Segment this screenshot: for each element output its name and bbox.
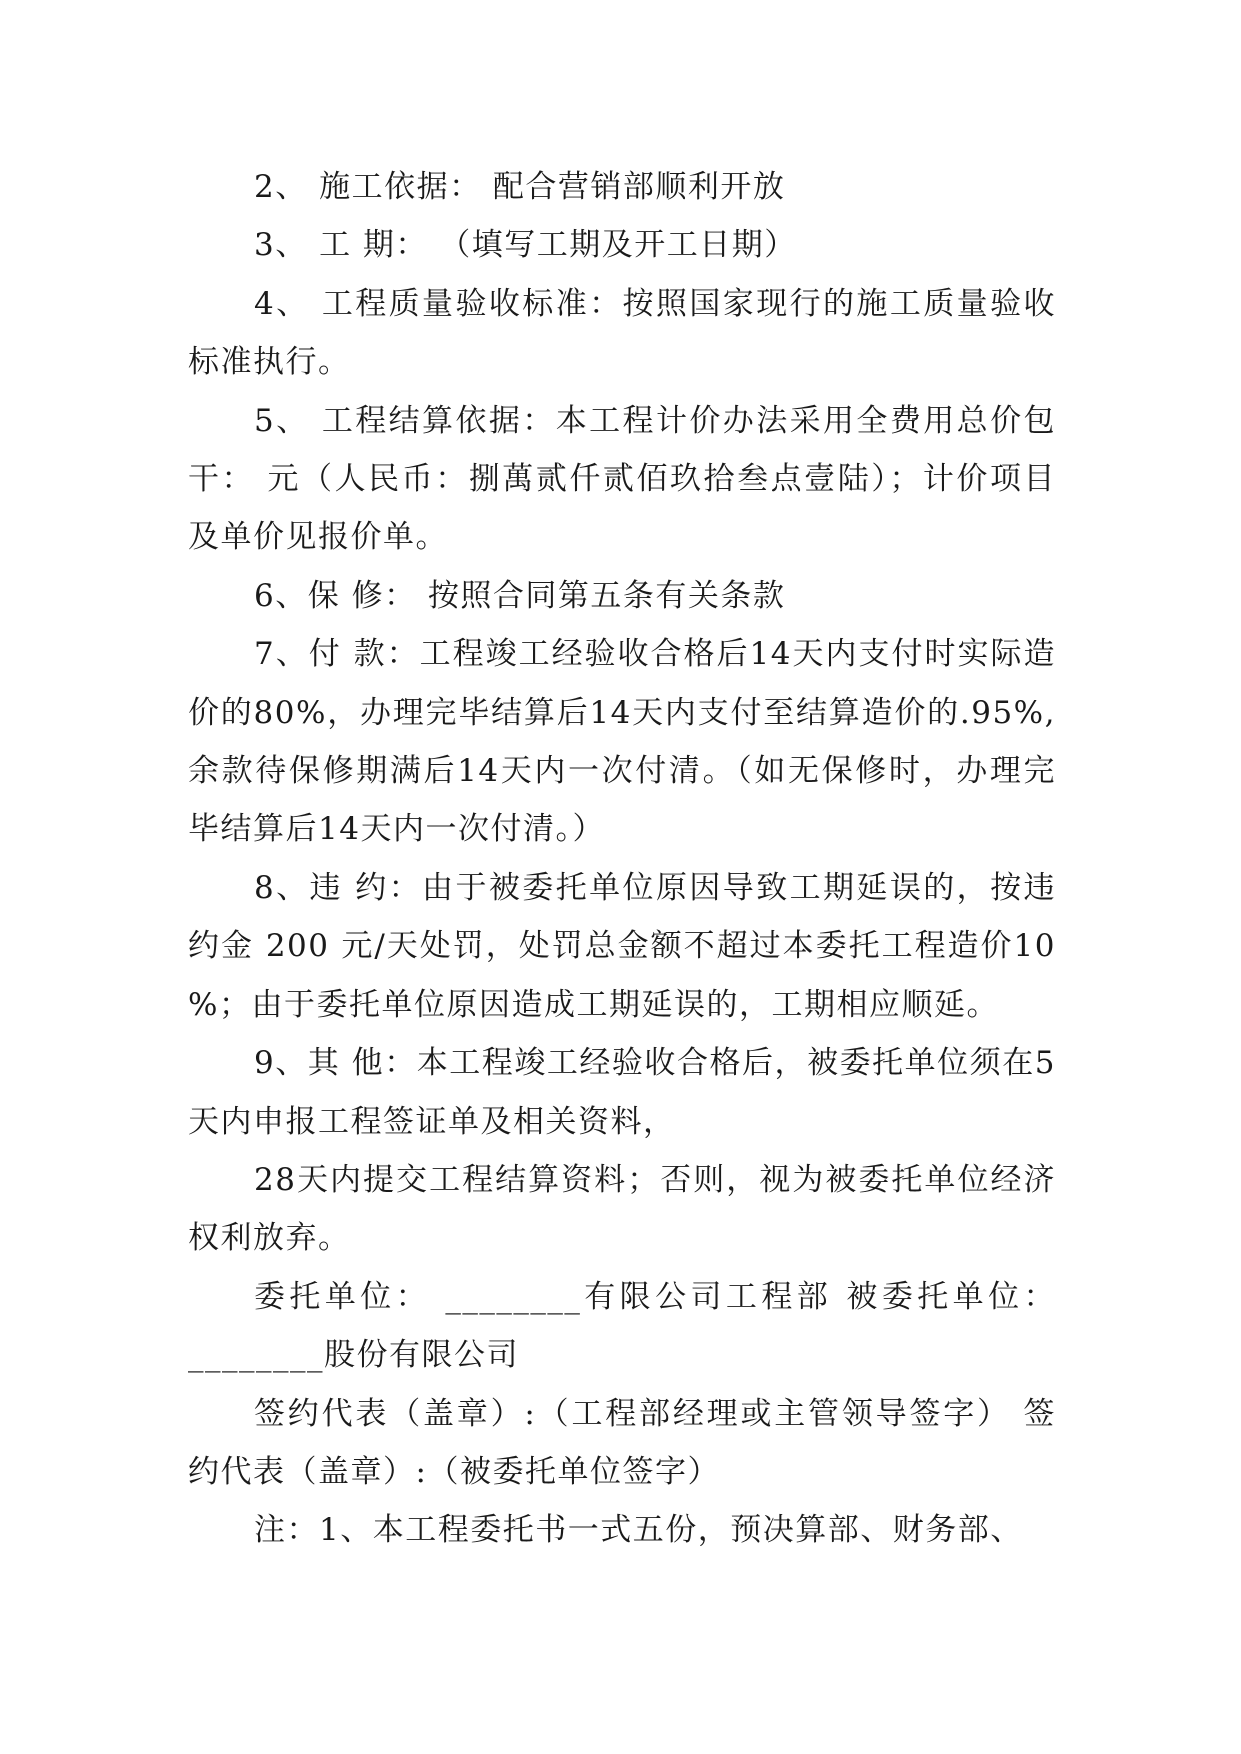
note-line: 注：1、本工程委托书一式五份，预决算部、财务部、 (254, 1512, 1023, 1549)
clause-warranty: 6、保 修： 按照合同第五条有关条款 (254, 577, 786, 614)
signatures-line: 签约代表（盖章）:（工程部经理或主管领导签字） 签约代表（盖章）:（被委托单位签字） (188, 1395, 1056, 1490)
clause-duration: 3、 工 期： （填写工期及开工日期） (254, 227, 797, 264)
clause-construction-basis: 2、 施工依据： 配合营销部顺利开放 (254, 169, 786, 205)
clause-other: 9、其 他：本工程竣工经验收合格后，被委托单位须在5天内申报工程签证单及相关资料， (188, 1045, 1056, 1140)
clause-breach: 8、违 约：由于被委托单位原因导致工期延误的，按违约金 200 元/天处罚，处罚总金额不超过本委托工程造价10 %；由于委托单位原因造成工期延误的，工期相应顺延。 (188, 869, 1068, 1023)
clause-settlement-basis: 5、 工程结算依据：本工程计价办法采用全费用总价包干： 元（人民币：捌萬贰仟贰佰玖拾叁点壹陆）；计价项目及单价见报价单。 (188, 402, 1056, 556)
clause-payment: 7、付 款：工程竣工经验收合格后14天内支付时实际造价的80%，办理完毕结算后14天内支付至结算造价的.95%,余款待保修期满后14天内一次付清。（如无保修时，办理完毕结算后14天内一次付清。） (188, 636, 1056, 848)
parties-line: 委托单位： ________有限公司工程部 被委托单位：________股份有限公司 (188, 1278, 1056, 1374)
clause-other-continued: 28天内提交工程结算资料；否则，视为被委托单位经济权利放弃。 (188, 1161, 1056, 1257)
document-body (188, 158, 1068, 1560)
clause-quality-standard: 4、 工程质量验收标准：按照国家现行的施工质量验收标准执行。 (188, 285, 1056, 381)
